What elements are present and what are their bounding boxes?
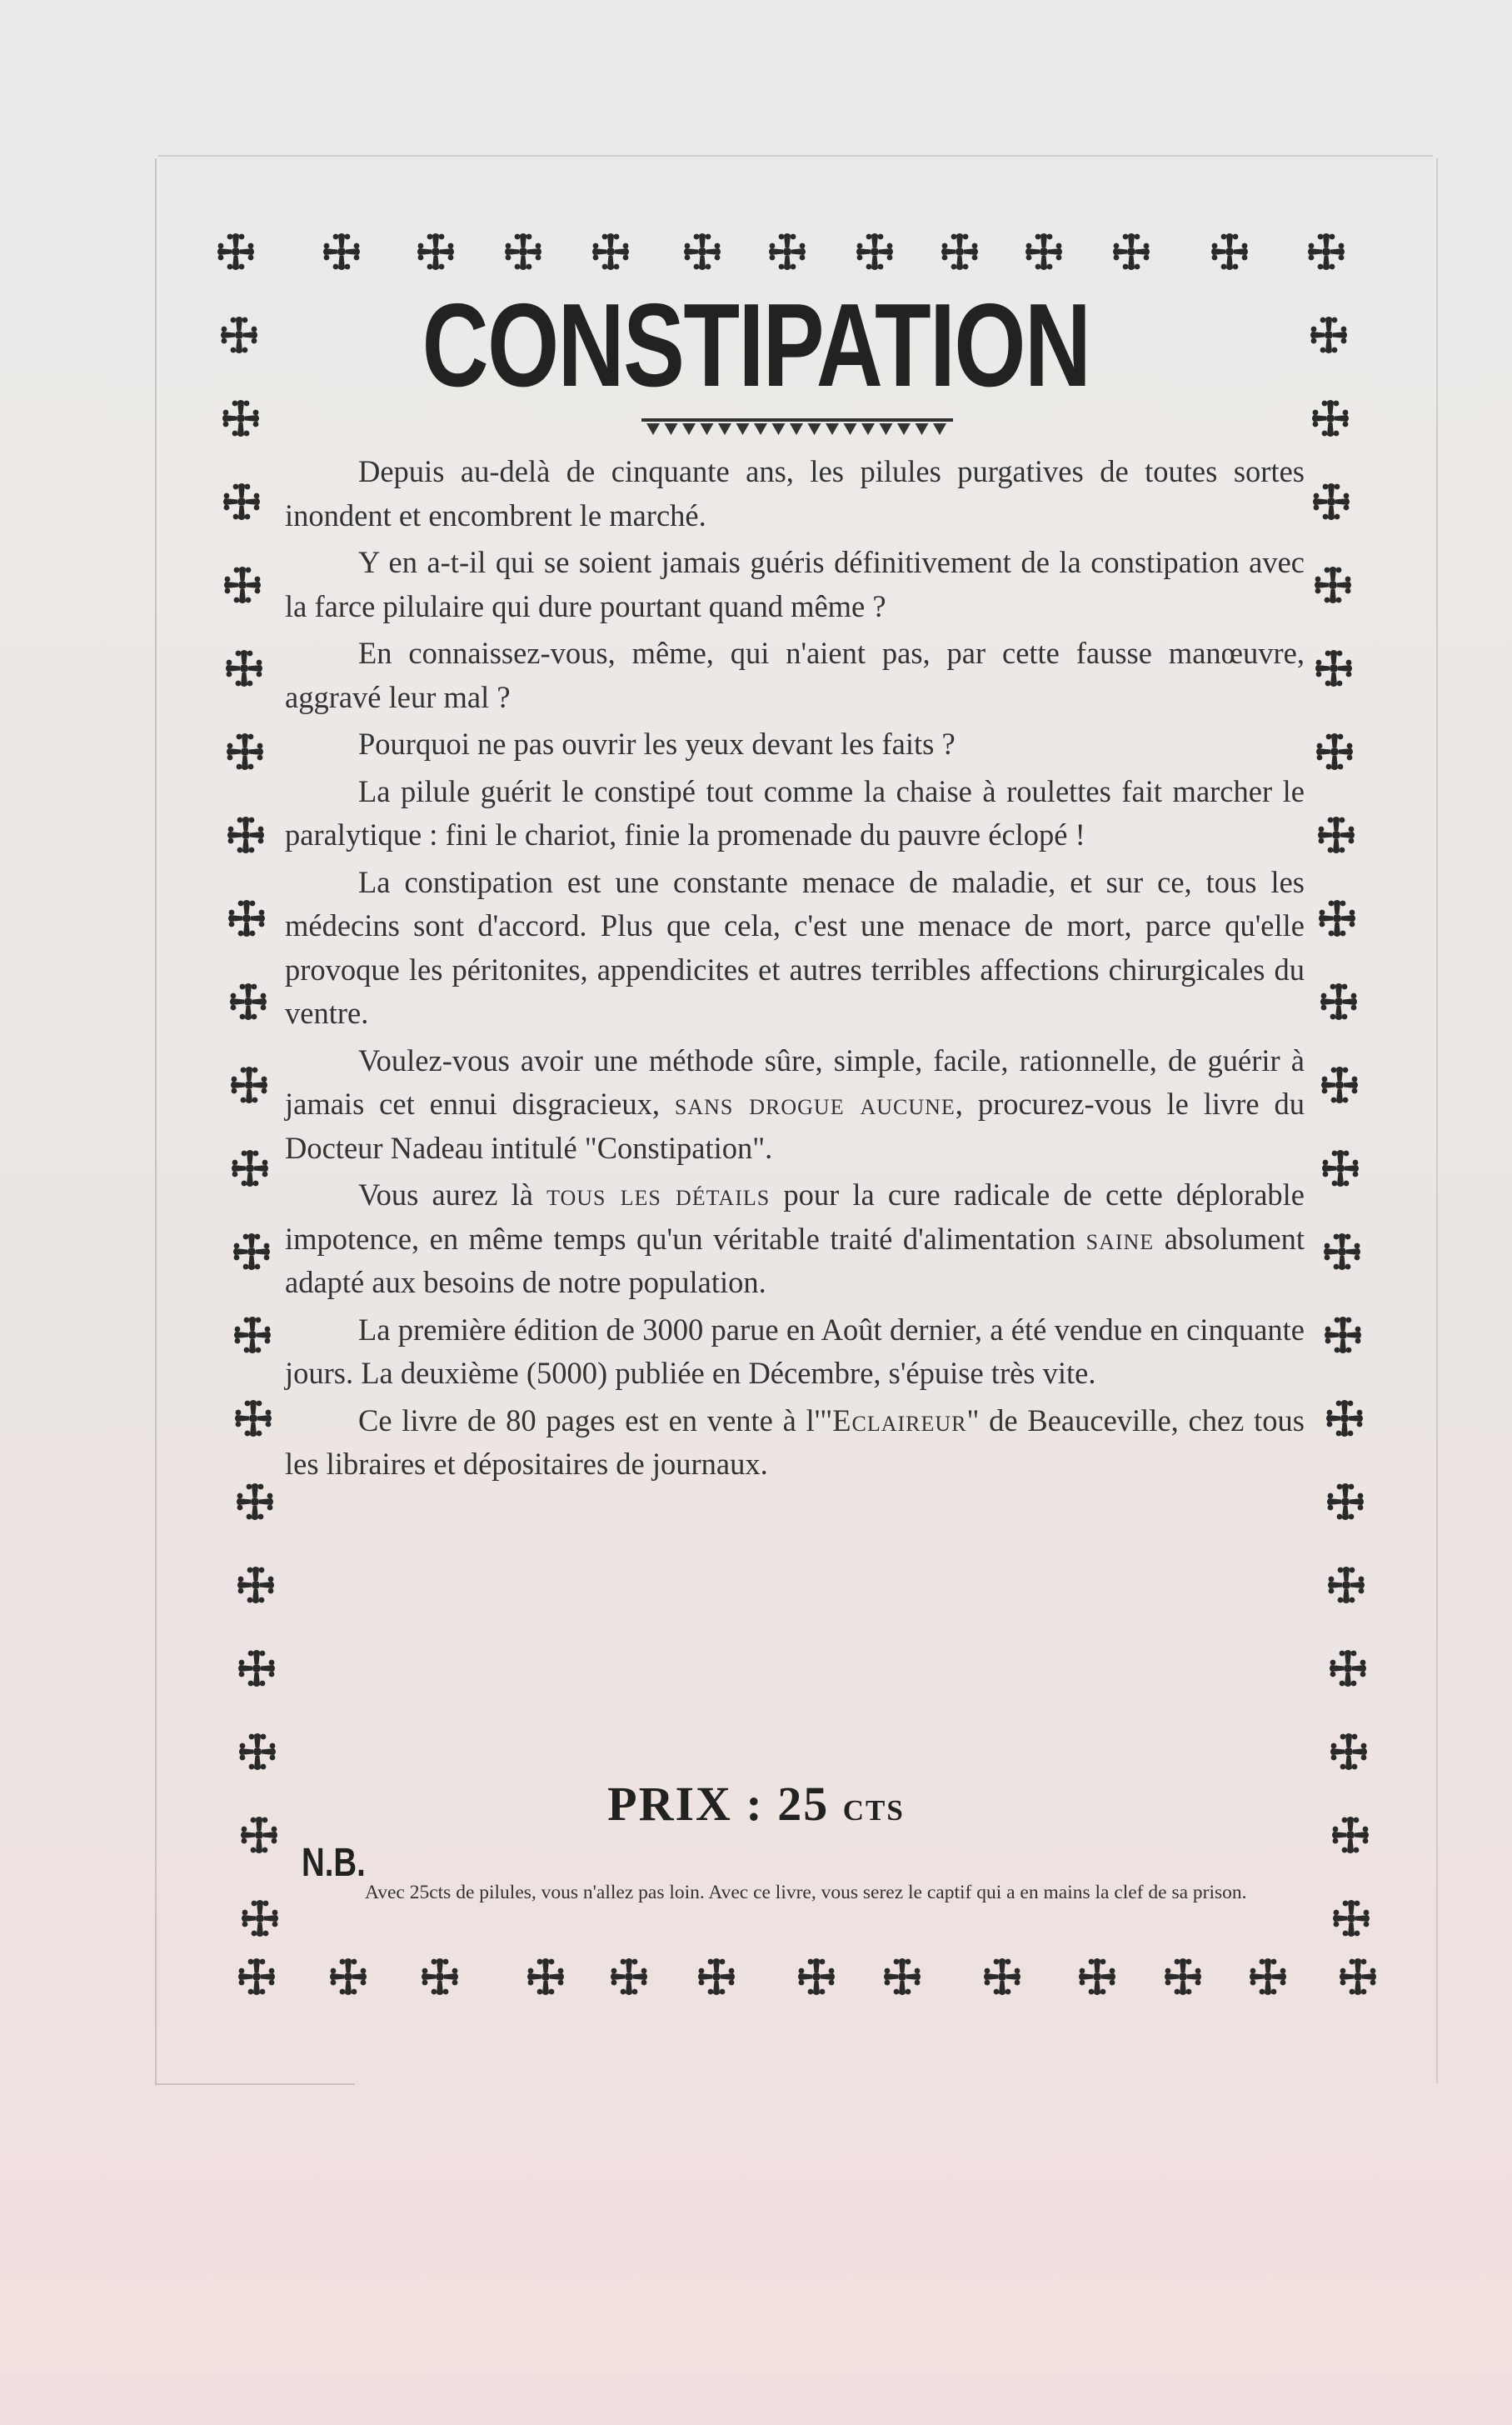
title-underline-ornament [641, 417, 953, 438]
cross-ornament-icon [222, 482, 262, 522]
cross-ornament-icon [227, 898, 267, 938]
cross-ornament-icon [696, 1957, 736, 1997]
cross-ornament-icon [940, 232, 980, 272]
paragraph-6: La constipation est une constante menace de maladie, et sur ce, tous les médecins sont d'accord. Plus que cela, c'est une menace de mort, parce qu'elle provoque les péritonites, appendicites et autres terribles affections chirurgicales du ventre. [285, 864, 1305, 1030]
page-title: CONSTIPATION [422, 279, 1090, 412]
cross-ornament-icon [237, 1648, 277, 1688]
cross-ornament-icon [591, 232, 631, 272]
cross-ornament-icon [767, 232, 807, 272]
cross-ornament-icon [230, 1148, 270, 1188]
cross-ornament-icon [1248, 1957, 1288, 1997]
nb-note-text: Avec 25cts de pilules, vous n'allez pas loin. Avec ce livre, vous serez le captif qui a en mains la clef de sa prison. [365, 1882, 1247, 1903]
nb-note [302, 1877, 1318, 1908]
cross-ornament-icon [235, 1482, 275, 1522]
p7-text-start: Voulez-vous avoir une méthode sûre, simple, facile, rationnelle, de guérir à jamais cet ennui disgracieux, [285, 1042, 1305, 1121]
paragraph-8 [285, 1173, 1305, 1305]
paragraph-3: En connaissez-vous, même, qui n'aient pas, par cette fausse manœuvre, aggravé leur mal ? [285, 636, 1305, 714]
cross-ornament-icon [682, 232, 722, 272]
cross-ornament-icon [1316, 815, 1356, 855]
paragraph-2: Y en a-t-il qui se soient jamais guéris définitivement de la constipation avec la farce pilulaire qui dure pourtant quand même ? [285, 545, 1305, 623]
paragraph-5: La pilule guérit le constipé tout comme la chaise à roulettes fait marcher le paralytique : fini le chariot, finie la promenade du pauvre éclopé ! [285, 773, 1305, 852]
article-body [285, 450, 1305, 1490]
cross-ornament-icon [240, 1898, 280, 1938]
cross-ornament-icon [322, 232, 362, 272]
p10-text-2: " de Beauceville, chez tous les libraires et dépositaires de journaux. [285, 1402, 1305, 1481]
p8-text-3: absolument adapté aux besoins de notre population. [285, 1221, 1305, 1299]
p8-text-1: Vous aurez là [358, 1178, 533, 1212]
cross-ornament-icon [232, 1232, 272, 1272]
cross-ornament-icon [225, 732, 265, 772]
cross-ornament-icon [1311, 482, 1351, 522]
cross-ornament-icon [236, 1565, 276, 1605]
cross-ornament-icon [1313, 565, 1353, 605]
cross-ornament-icon [1323, 1315, 1363, 1355]
paragraph-10 [285, 1399, 1305, 1487]
cross-ornament-icon [226, 815, 266, 855]
cross-ornament-icon [982, 1957, 1022, 1997]
cross-ornament-icon [416, 232, 456, 272]
cross-ornament-icon [222, 565, 262, 605]
cross-ornament-icon [228, 982, 268, 1022]
cross-ornament-icon [224, 648, 264, 688]
paragraph-7 [285, 1039, 1305, 1171]
paragraph-9: La première édition de 3000 parue en Août dernier, a été vendue en cinquante jours. La deuxième (5000) publiée en Décembre, s'épuise très vite. [285, 1312, 1305, 1390]
cross-ornament-icon [1314, 648, 1354, 688]
p10-text-1: Ce livre de 80 pages est en vente à l'" [358, 1402, 833, 1438]
cross-ornament-icon [1210, 232, 1250, 272]
cross-ornament-icon [328, 1957, 368, 1997]
cross-ornament-icon [796, 1957, 836, 1997]
cross-ornament-icon [1306, 232, 1346, 272]
price-unit: cts [842, 1782, 905, 1829]
cross-ornament-icon [855, 232, 895, 272]
cross-ornament-icon [1338, 1957, 1378, 1997]
cross-ornament-icon [1322, 1232, 1362, 1272]
price-line [0, 1775, 1512, 1835]
cross-ornament-icon [237, 1732, 277, 1772]
nb-label: N.B. [302, 1841, 366, 1885]
price-label: PRIX : 25 [607, 1777, 830, 1831]
paragraph-4: Pourquoi ne pas ouvrir les yeux devant les faits ? [358, 727, 956, 761]
p8-text-2: pour la cure radicale de cette déplorable impotence, en même temps qu'un véritable traité d'alimentation [285, 1178, 1305, 1256]
cross-ornament-icon [1315, 732, 1355, 772]
cross-ornament-icon [1024, 232, 1064, 272]
cross-ornament-icon [1320, 1148, 1360, 1188]
cross-ornament-icon [233, 1398, 273, 1438]
p8-small-caps-2: saine [1085, 1221, 1155, 1256]
cross-ornament-icon [1325, 1398, 1365, 1438]
cross-ornament-icon [609, 1957, 649, 1997]
cross-ornament-icon [526, 1957, 566, 1997]
frame-top-line [158, 155, 1433, 157]
cross-ornament-icon [216, 232, 256, 272]
cross-ornament-icon [1317, 898, 1357, 938]
cross-ornament-icon [503, 232, 543, 272]
cross-ornament-icon [420, 1957, 460, 1997]
cross-ornament-icon [1163, 1957, 1203, 1997]
cross-ornament-icon [1111, 232, 1151, 272]
cross-ornament-icon [229, 1065, 269, 1105]
cross-ornament-icon [232, 1315, 272, 1355]
cross-ornament-icon [1331, 1898, 1371, 1938]
p8-small-caps-1: tous les détails [546, 1178, 771, 1212]
paragraph-1: Depuis au-delà de cinquante ans, les pilules purgatives de toutes sortes inondent et encombrent le marché. [285, 454, 1305, 532]
cross-ornament-icon [1328, 1648, 1368, 1688]
cross-ornament-icon [1319, 982, 1359, 1022]
frame-bottom-line [155, 2083, 355, 2085]
cross-ornament-icon [1320, 1065, 1360, 1105]
cross-ornament-icon [882, 1957, 922, 1997]
p7-small-caps: sans drogue aucune [674, 1087, 956, 1121]
cross-ornament-icon [1077, 1957, 1117, 1997]
cross-ornament-icon [1325, 1482, 1365, 1522]
p10-small-caps: Eclaireur [832, 1402, 967, 1438]
p7-text-end: , procurez-vous le livre du Docteur Nadeau intitulé "Constipation". [285, 1087, 1305, 1165]
cross-ornament-icon [237, 1957, 277, 1997]
cross-ornament-icon [1326, 1565, 1366, 1605]
cross-ornament-icon [1329, 1732, 1369, 1772]
